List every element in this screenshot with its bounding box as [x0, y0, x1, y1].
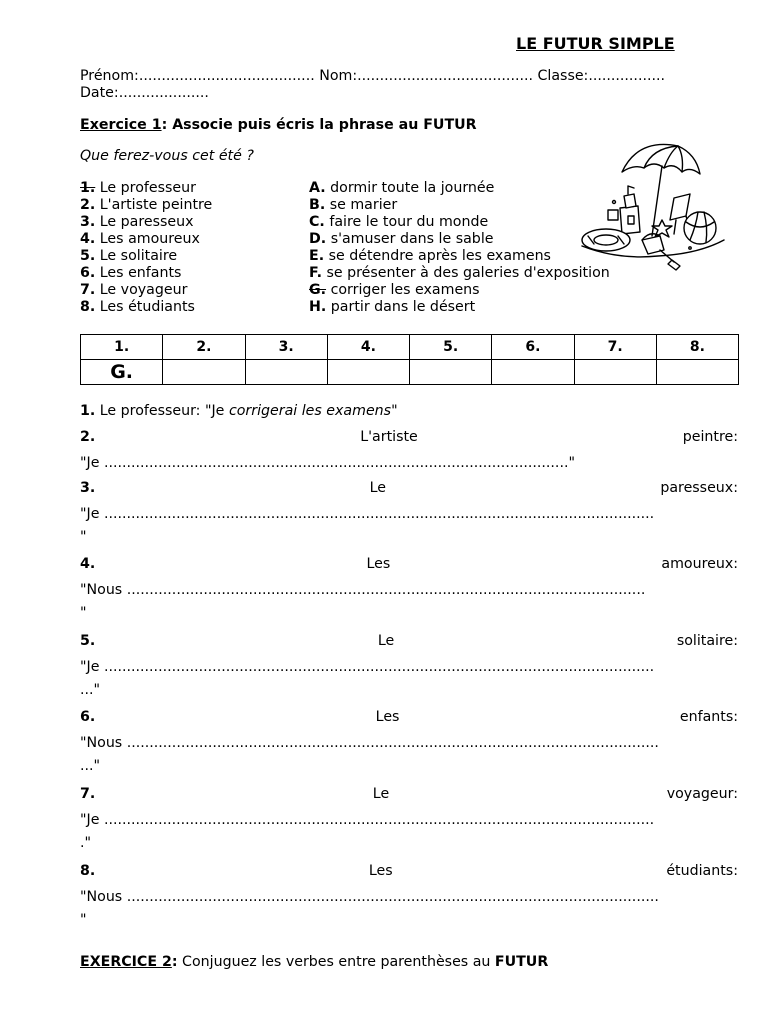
- subject-number: 4.: [80, 231, 96, 247]
- answer-grid-cell[interactable]: [492, 360, 574, 385]
- subject-text: Le professeur: [99, 180, 196, 196]
- exercise-item: [80, 862, 738, 929]
- item-number: 6.: [80, 709, 96, 725]
- exercise-item: [80, 708, 738, 775]
- subject-text: L'artiste peintre: [99, 197, 213, 213]
- worksheet-title: LE FUTUR SIMPLE: [516, 34, 675, 53]
- subject-number: 5.: [80, 248, 96, 264]
- item-subject-word: Le: [372, 786, 390, 802]
- subject-text: Le solitaire: [99, 248, 178, 264]
- exercise2-colon: :: [171, 954, 178, 970]
- subject-text: Les étudiants: [99, 299, 195, 315]
- activity-text: faire le tour du monde: [329, 214, 489, 230]
- answer-grid-cell[interactable]: [327, 360, 409, 385]
- item-number: 8.: [80, 863, 96, 879]
- answer-line[interactable]: "Nous ......................................................................................................................: [80, 735, 659, 751]
- list-item: [80, 248, 212, 265]
- item-subject-word: Les: [375, 709, 400, 725]
- exercise-item: [80, 479, 738, 546]
- exercise1-heading: [80, 117, 477, 133]
- student-info-date: Date:....................: [80, 85, 209, 101]
- subject-number: 8.: [80, 299, 96, 315]
- answer-grid-answer-row: [81, 360, 739, 385]
- exercise1-label: Exercice 1: [80, 117, 162, 133]
- subjects-list: [80, 180, 212, 316]
- example-subject: Le professeur: "Je: [95, 403, 229, 419]
- example-sentence: [80, 403, 398, 419]
- subject-text: Le paresseux: [99, 214, 194, 230]
- item-subject-word: Le: [377, 633, 395, 649]
- subject-number: 3.: [80, 214, 96, 230]
- subject-number: 7.: [80, 282, 96, 298]
- item-subject-word: Le: [369, 480, 386, 496]
- item-number: 2.: [80, 429, 96, 445]
- answer-grid-cell[interactable]: [410, 360, 492, 385]
- subject-number: 1.: [80, 180, 96, 196]
- item-number: 5.: [80, 633, 96, 649]
- list-item: [309, 231, 610, 248]
- subject-text: Les enfants: [99, 265, 182, 281]
- student-info-line1: Prénom:....................................... Nom:....................................... Classe:.................: [80, 68, 666, 84]
- answer-grid-header: 4.: [327, 335, 409, 360]
- example-number: 1.: [80, 403, 96, 419]
- activity-letter: A.: [309, 180, 326, 196]
- beach-umbrella-sandcastle-illustration: [578, 136, 728, 272]
- activity-text: partir dans le désert: [330, 299, 476, 315]
- answer-line-end: ": [80, 912, 87, 928]
- answer-line[interactable]: "Nous ...................................................................................................................: [80, 582, 646, 598]
- subject-text: Les amoureux: [99, 231, 200, 247]
- example-answer: corrigerai les examens: [228, 403, 392, 419]
- item-subject-word: paresseux:: [660, 480, 738, 496]
- answer-grid-header: 2.: [163, 335, 245, 360]
- list-item: [309, 248, 610, 265]
- list-item: [80, 231, 212, 248]
- item-subject-word: voyageur:: [666, 786, 738, 802]
- activities-list: [309, 180, 610, 316]
- list-item: [309, 265, 610, 282]
- item-subject-word: enfants:: [679, 709, 738, 725]
- activity-letter: B.: [309, 197, 326, 213]
- item-number: 3.: [80, 480, 96, 496]
- answer-grid-header: 3.: [245, 335, 327, 360]
- answer-grid-header-row: [81, 335, 739, 360]
- answer-grid-cell[interactable]: [656, 360, 738, 385]
- subject-text: Le voyageur: [99, 282, 188, 298]
- activity-text: s'amuser dans le sable: [330, 231, 494, 247]
- answer-grid-header: 5.: [410, 335, 492, 360]
- item-subject-word: Les: [368, 863, 393, 879]
- answer-line-end: ...": [80, 682, 101, 698]
- activity-text: se présenter à des galeries d'exposition: [326, 265, 610, 281]
- activity-text: corriger les examens: [330, 282, 480, 298]
- student-info: [80, 68, 738, 102]
- exercise2-heading: [80, 954, 548, 970]
- answer-line[interactable]: "Je .......................................................................................................": [80, 455, 575, 471]
- item-subject-word: Les: [366, 556, 391, 572]
- answer-grid-header: 1.: [81, 335, 163, 360]
- answer-grid-cell[interactable]: [163, 360, 245, 385]
- list-item: [80, 197, 212, 214]
- list-item: [309, 299, 610, 316]
- answer-line-end: ": [80, 529, 87, 545]
- activity-letter: E.: [309, 248, 325, 264]
- list-item: [309, 197, 610, 214]
- activity-text: dormir toute la journée: [330, 180, 495, 196]
- list-item: [309, 282, 610, 299]
- item-subject-word: solitaire:: [676, 633, 738, 649]
- exercise-item: [80, 555, 738, 622]
- answer-grid: [80, 334, 739, 385]
- exercise2-instruction: Conjuguez les verbes entre parenthèses au: [177, 954, 495, 970]
- activity-letter: G.: [309, 282, 327, 298]
- answer-line-end: ": [80, 605, 87, 621]
- list-item: [309, 214, 610, 231]
- exercise-item: [80, 785, 738, 852]
- activity-letter: H.: [309, 299, 327, 315]
- answer-line-end: .": [80, 835, 92, 851]
- item-subject-word: peintre:: [682, 429, 738, 445]
- answer-grid-cell[interactable]: G.: [81, 360, 163, 385]
- item-subject-word: L'artiste: [360, 429, 418, 445]
- activity-letter: D.: [309, 231, 327, 247]
- answer-line[interactable]: "Je ..........................................................................................................................: [80, 812, 655, 828]
- activity-text: se marier: [329, 197, 398, 213]
- list-item: [80, 265, 212, 282]
- exercise-item: [80, 632, 738, 699]
- answer-grid-header: 6.: [492, 335, 574, 360]
- subject-number: 6.: [80, 265, 96, 281]
- answer-grid-cell[interactable]: [245, 360, 327, 385]
- exercise1-instruction: : Associe puis écris la phrase au FUTUR: [161, 117, 477, 133]
- exercise-item: [80, 428, 738, 472]
- list-item: [80, 180, 212, 197]
- item-subject-word: amoureux:: [661, 556, 738, 572]
- list-item: [80, 282, 212, 299]
- activity-letter: F.: [309, 265, 322, 281]
- answer-grid-header: 7.: [574, 335, 656, 360]
- answer-line[interactable]: "Je ..........................................................................................................................: [80, 659, 655, 675]
- item-number: 4.: [80, 556, 96, 572]
- item-number: 7.: [80, 786, 96, 802]
- answer-line[interactable]: "Je ..........................................................................................................................: [80, 506, 655, 522]
- exercise2-label: EXERCICE 2: [80, 954, 172, 970]
- list-item: [80, 214, 212, 231]
- answer-line-end: ...": [80, 758, 101, 774]
- exercise2-emphasis: FUTUR: [494, 954, 549, 970]
- list-item: [309, 180, 610, 197]
- list-item: [80, 299, 212, 316]
- answer-grid-header: 8.: [656, 335, 738, 360]
- answer-line[interactable]: "Nous ......................................................................................................................: [80, 889, 659, 905]
- activity-text: se détendre après les examens: [328, 248, 551, 264]
- item-subject-word: étudiants:: [666, 863, 738, 879]
- example-end: ": [391, 403, 398, 419]
- exercise1-question: Que ferez-vous cet été ?: [80, 148, 254, 164]
- activity-letter: C.: [309, 214, 325, 230]
- answer-grid-cell[interactable]: [574, 360, 656, 385]
- subject-number: 2.: [80, 197, 96, 213]
